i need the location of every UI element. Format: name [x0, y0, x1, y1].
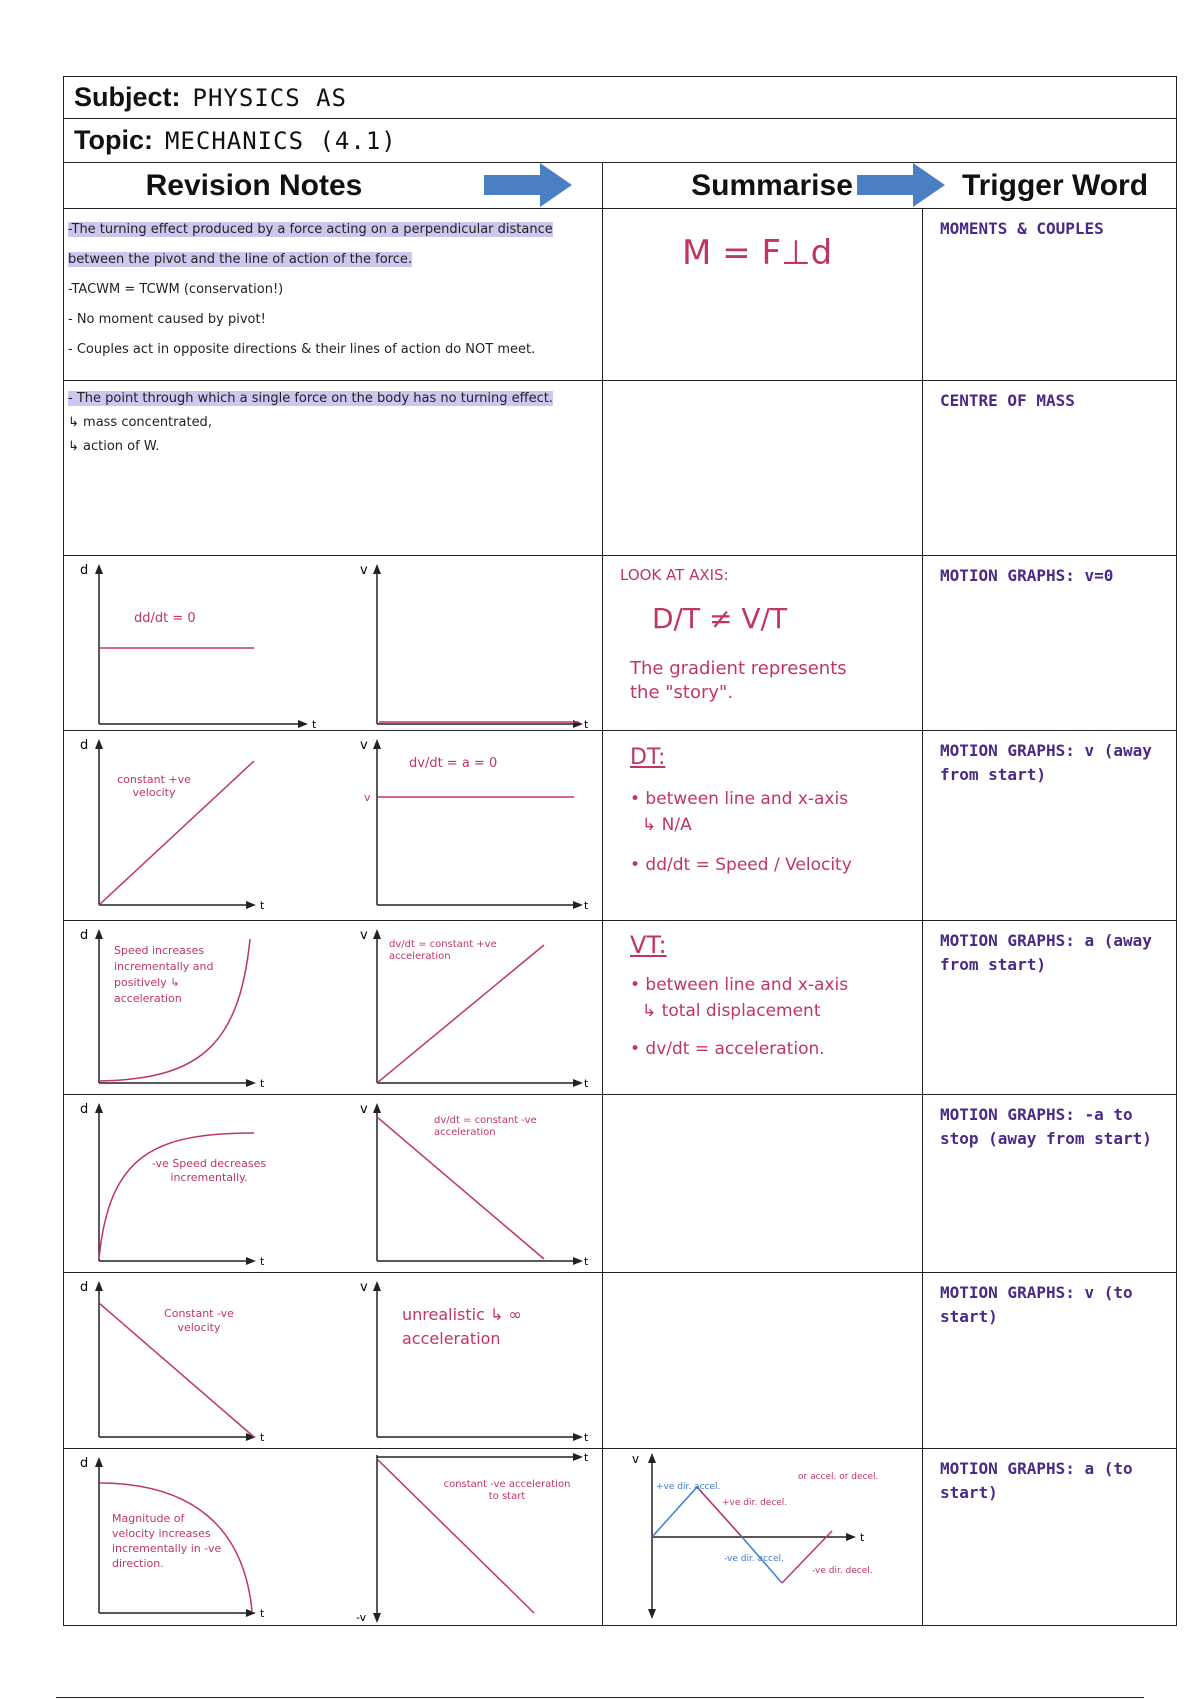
axis-label-x: t: [584, 1255, 589, 1268]
axis-label-x: t: [584, 899, 589, 912]
note-line: - The point through which a single force on the body has no turning effect.: [68, 391, 553, 406]
summary-line: • between line and x-axis: [630, 789, 849, 809]
axis-label-x: t: [584, 1451, 589, 1464]
graph-v-t: [360, 928, 589, 1090]
note-line: -TACWM = TCWM (conservation!): [68, 282, 284, 297]
trigger-word: MOTION GRAPHS: v (to start): [940, 1283, 1133, 1326]
row-constant-velocity: [64, 731, 1176, 921]
axis-label-x: t: [260, 899, 265, 912]
trigger-word: MOTION GRAPHS: -a to stop (away from start): [940, 1105, 1152, 1148]
graph-v-t: [360, 1280, 589, 1444]
graph-d-t: [80, 1280, 265, 1444]
trigger-word: MOTION GRAPHS: v=0: [940, 566, 1114, 585]
graph-note: -ve Speed decreases incrementally.: [151, 1157, 267, 1184]
row-centre-of-mass: [64, 381, 1176, 556]
trigger-word: CENTRE OF MASS: [940, 391, 1075, 410]
summary-cell: [612, 556, 932, 730]
row-acceleration: [64, 921, 1176, 1095]
summary-line: the "story".: [630, 682, 734, 703]
topic-row: [64, 119, 1176, 163]
axis-label-y: v: [360, 738, 368, 753]
graph-pair: [74, 1095, 594, 1273]
summary-cell: [612, 209, 932, 380]
axis-label-x: t: [260, 1077, 265, 1090]
summary-cell: [612, 731, 932, 920]
axis-label-y: d: [80, 1456, 89, 1471]
graph-note: Magnitude of velocity increases incrementally in -ve direction.: [112, 1512, 222, 1570]
axis-label-y: v: [360, 1280, 368, 1295]
trigger-word: MOTION GRAPHS: a (to start): [940, 1459, 1133, 1502]
axis-label-x: t: [584, 1077, 589, 1090]
summary-line: The gradient represents: [630, 658, 847, 679]
graph-note: dv/dt = a = 0: [409, 756, 498, 771]
summary-line: DT:: [630, 745, 666, 770]
summary-graph-label: +ve dir. accel.: [656, 1482, 721, 1492]
graph-note: dv/dt = constant -ve acceleration: [434, 1115, 537, 1138]
axis-label-y: v: [360, 563, 368, 578]
graph-note: Constant -ve velocity: [164, 1307, 234, 1334]
graph-note: constant -ve acceleration to start: [443, 1479, 571, 1502]
notes-text: [68, 387, 608, 459]
summary-line: VT:: [630, 931, 667, 959]
axis-label-y: d: [80, 1102, 89, 1117]
row-moments: [64, 209, 1176, 381]
row-return-velocity: [64, 1273, 1176, 1449]
trigger-word: MOMENTS & COUPLES: [940, 219, 1104, 238]
row-motion-rest: [64, 556, 1176, 731]
summary-line: ↳ N/A: [642, 815, 692, 835]
axis-label-x: t: [260, 1255, 265, 1268]
summary-graph-label: -ve dir. decel.: [812, 1566, 873, 1576]
col-revision-notes: Revision Notes: [145, 169, 363, 202]
subject-value: PHYSICS AS: [192, 83, 348, 112]
summary-formula: M = F⊥d: [682, 233, 833, 273]
summary-graph-label: -ve dir. accel.: [724, 1554, 784, 1564]
arrow-right-icon: [857, 161, 947, 209]
graph-pair: [74, 556, 594, 731]
note-line: -The turning effect produced by a force acting on a perpendicular distance between the pivot and the line of action of the force.: [68, 222, 553, 267]
graph-pair: [74, 1273, 594, 1449]
note-line: - Couples act in opposite directions & their lines of action do NOT meet.: [68, 342, 536, 357]
topic-label: Topic:: [74, 125, 153, 155]
axis-label-y: d: [80, 563, 89, 578]
axis-label-x: t: [860, 1531, 865, 1544]
graph-v-t: [360, 738, 589, 912]
summary-line: ↳ total displacement: [642, 1001, 821, 1021]
graph-note: dd/dt = 0: [134, 611, 196, 626]
summary-graph-label: +ve dir. decel.: [722, 1498, 788, 1508]
graph-v-t: [360, 1102, 589, 1268]
axis-label-x: t: [584, 1431, 589, 1444]
axis-label-x: t: [260, 1431, 265, 1444]
notes-text: [68, 215, 608, 365]
summary-line: • between line and x-axis: [630, 975, 849, 995]
topic-value: MECHANICS (4.1): [164, 126, 397, 155]
subject-label: Subject:: [74, 82, 181, 112]
graph-pair: [74, 1449, 594, 1625]
axis-label-x: t: [312, 718, 317, 731]
axis-label-y: v: [360, 928, 368, 943]
subject-row: [64, 77, 1176, 119]
graph-pair: [74, 731, 594, 921]
row-return-acceleration: [64, 1449, 1176, 1625]
col-trigger-word: Trigger Word: [961, 169, 1149, 202]
graph-d-t: [80, 563, 317, 731]
summary-graph-v-t: [612, 1449, 922, 1625]
axis-label-x: t: [584, 718, 589, 731]
summary-cell: [612, 921, 932, 1094]
graph-note: dv/dt = constant +ve acceleration: [389, 939, 497, 962]
graph-d-t: [80, 928, 265, 1090]
summary-line: LOOK AT AXIS:: [620, 566, 729, 584]
arrow-right-icon: [484, 161, 574, 209]
summary-line: D/T ≠ V/T: [652, 602, 788, 635]
note-line: ↳ action of W.: [68, 439, 160, 454]
column-header-row: [64, 163, 1176, 209]
graph-pair: [74, 921, 594, 1095]
graph-note: constant +ve velocity: [117, 773, 191, 799]
graph-d-t: [80, 1456, 265, 1620]
axis-mark: v: [364, 791, 371, 804]
graph-v-t: [356, 1451, 589, 1624]
revision-sheet: [63, 76, 1177, 1626]
axis-label-y: d: [80, 1280, 89, 1295]
axis-label-y: v: [360, 1102, 368, 1117]
footer-rule: [56, 1697, 1144, 1698]
graph-v-t: [360, 563, 589, 731]
note-line: ↳ mass concentrated,: [68, 415, 212, 430]
row-deceleration: [64, 1095, 1176, 1273]
col-summarise: Summarise: [691, 169, 853, 202]
note-line: - No moment caused by pivot!: [68, 312, 266, 327]
graph-d-t: [80, 738, 265, 912]
summary-line: • dd/dt = Speed / Velocity: [630, 855, 852, 875]
axis-label-y: d: [80, 738, 89, 753]
axis-label-y: v: [632, 1452, 640, 1466]
graph-note: Speed increases incrementally and positively ↳ acceleration: [114, 944, 214, 1005]
trigger-word: MOTION GRAPHS: v (away from start): [940, 741, 1152, 784]
graph-note: unrealistic ↳ ∞ acceleration: [402, 1305, 522, 1348]
graph-d-t: [80, 1102, 274, 1268]
axis-label-x: t: [260, 1607, 265, 1620]
trigger-word: MOTION GRAPHS: a (away from start): [940, 931, 1152, 974]
summary-line: • dv/dt = acceleration.: [630, 1039, 825, 1059]
axis-label-y: d: [80, 928, 89, 943]
axis-label-y: -v: [356, 1611, 367, 1624]
summary-graph-label: or accel. or decel.: [798, 1472, 879, 1482]
